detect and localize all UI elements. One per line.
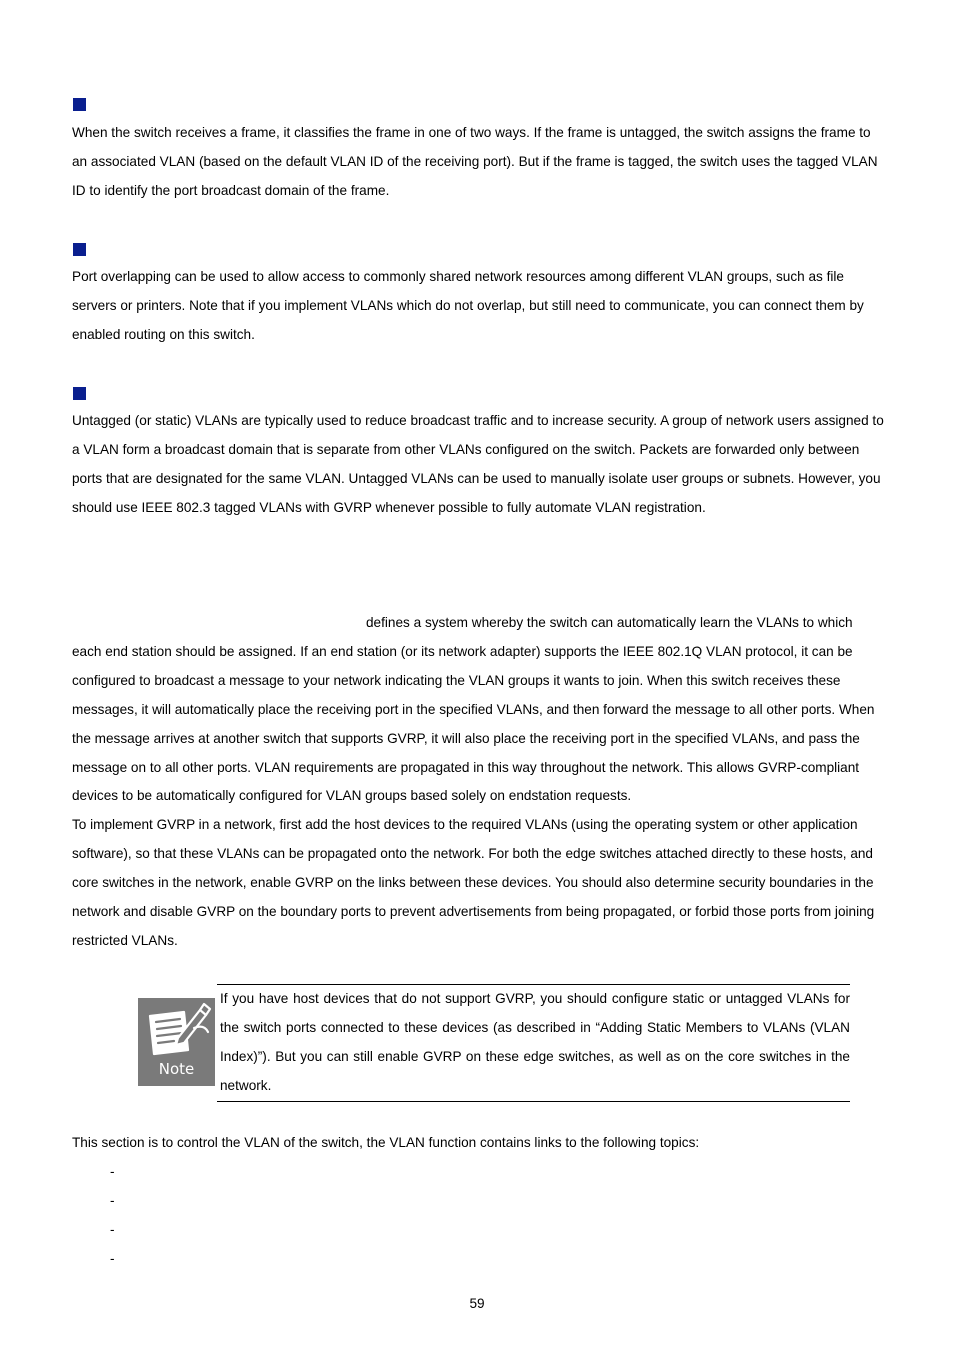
topics-intro: This section is to control the VLAN of the switch, the VLAN function contains links to the following topics: [72,1135,700,1150]
topic-dash-3: - [110,1222,115,1237]
topic-dash-1: - [110,1164,115,1179]
note-box [217,984,850,1102]
port-overlapping-paragraph: Port overlapping can be used to allow access to commonly shared network resources among different VLAN groups, such as file servers or printers. Note that if you implement VLANs which do not overlap, but still need to communicate, you can connect them by enabled routing on this switch. [72,269,864,342]
section-bullet-3 [73,387,86,400]
vlan-classification-paragraph: When the switch receives a frame, it classifies the frame in one of two ways. If the frame is untagged, the switch assigns the frame to an associated VLAN (based on the default VLAN ID of the receiving port). But if the frame is tagged, the switch uses the tagged VLAN ID to identify the port broadcast domain of the frame. [72,125,878,198]
note-text: If you have host devices that do not support GVRP, you should configure static or untagged VLANs for the switch ports connected to these devices (as described in “Adding Static Members to VLANs (VLAN Index)”). But you can still enable GVRP on these edge switches, as well as on the core switches in the network. [220,991,850,1093]
note-icon [138,998,215,1086]
page-number: 59 [469,1296,485,1311]
topic-dash-4: - [110,1251,115,1266]
gvrp-implement-paragraph: To implement GVRP in a network, first add the host devices to the required VLANs (using the operating system or other application software), so that these VLANs can be propagated onto the network. For both the edge switches attached directly to these hosts, and core switches in the network, enable GVRP on the links between these devices. You should also determine security boundaries in the network and disable GVRP on the boundary ports to prevent advertisements from being propagated, or forbid those ports from joining restricted VLANs. [72,817,875,948]
topic-dash-2: - [110,1193,115,1208]
gvrp-intro-paragraph: defines a system whereby the switch can automatically learn the VLANs to which each end station should be assigned. If an end station (or its network adapter) supports the IEEE 802.1Q VLAN protocol, it can be configured to broadcast a message to your network indicating the VLAN groups it wants to join. When this switch receives these messages, it will automatically place the receiving port in the specified VLANs, and then forward the message to all other ports. When the message arrives at another switch that supports GVRP, it will also place the receiving port in the specified VLANs, and pass the message on to all other ports. VLAN requirements are propagated in this way throughout the network. This allows GVRP-compliant devices to be automatically configured for VLAN groups based solely on endstation requests. [72,615,875,804]
note-icon-label: Note [158,1060,195,1078]
section-bullet-1 [73,98,86,111]
untagged-vlans-paragraph: Untagged (or static) VLANs are typically used to reduce broadcast traffic and to increase security. A group of network users assigned to a VLAN form a broadcast domain that is separate from other VLANs configured on the switch. Packets are forwarded only between ports that are designated for the same VLAN. Untagged VLANs can be used to manually isolate user groups or subnets. However, you should use IEEE 802.3 tagged VLANs with GVRP whenever possible to fully automate VLAN registration. [72,413,884,515]
section-bullet-2 [73,243,86,256]
